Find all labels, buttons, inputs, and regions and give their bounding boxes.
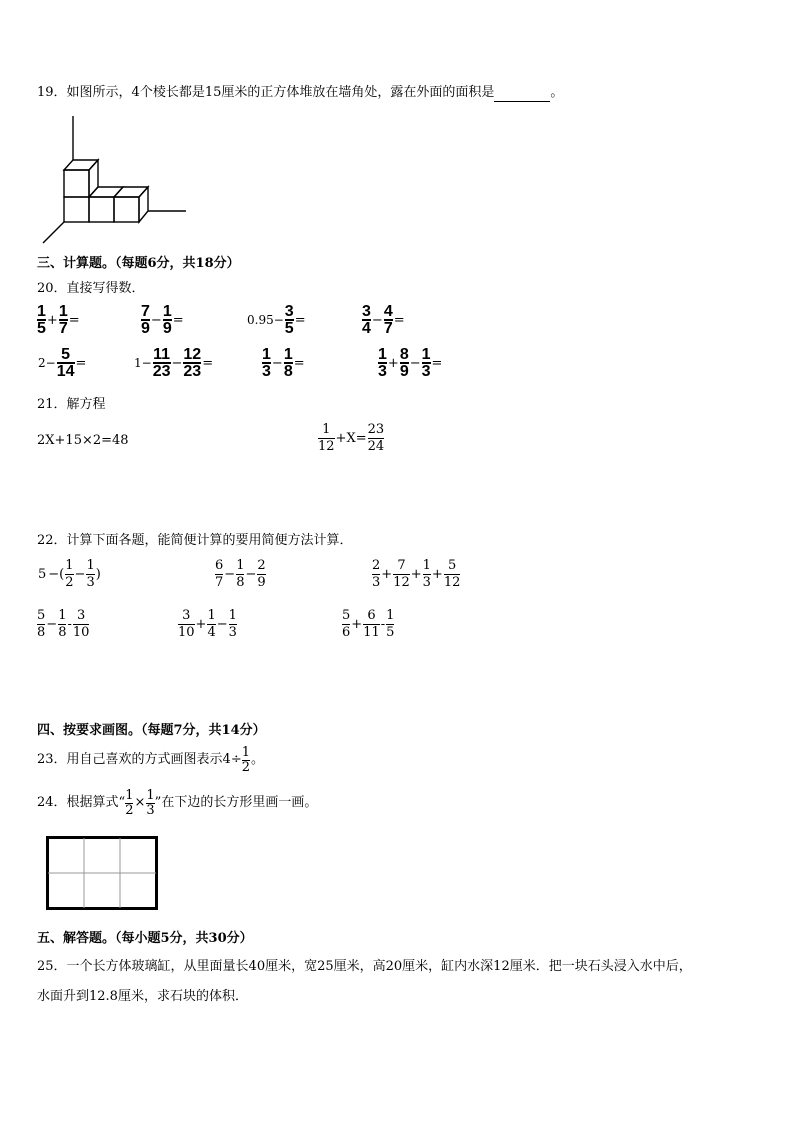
fraction: $\frac{5}{14}$ xyxy=(56,346,75,380)
fraction: $\frac{4}{7}$ xyxy=(383,303,393,337)
fraction: $\frac{1}{3}$ xyxy=(262,346,271,380)
fraction: $\frac{1}{2}$ xyxy=(241,745,250,775)
question-20-title: 20．直接写得数． xyxy=(37,281,145,296)
question-19 xyxy=(37,84,563,102)
q22-item-3: $\frac{2}{3}$ + $\frac{7}{12}$ + $\frac{1}{3}$ + $\frac{5}{12}$ xyxy=(372,558,461,590)
q20-item-6: 1− $\frac{11}{23}$ − $\frac{12}{23}$ = xyxy=(134,346,214,380)
question-text: 23．用自己喜欢的方式画图表示4÷ xyxy=(37,752,242,768)
fraction: $\frac{3}{5}$ xyxy=(284,303,294,337)
question-21-title: 21．解方程 xyxy=(37,397,106,412)
q22-item-5: $\frac{3}{10}$ + $\frac{1}{4}$ − $\frac{1}{3}$ xyxy=(178,608,237,640)
fraction: $\frac{2}{9}$ xyxy=(257,558,266,590)
fraction: $\frac{3}{10}$ xyxy=(72,608,90,640)
fraction: $\frac{2}{3}$ xyxy=(372,558,381,590)
cube-bottom-2 xyxy=(89,197,114,222)
question-22-title: 22．计算下面各题，能简便计算的要用简便方法计算． xyxy=(37,533,353,548)
floor-line-diagonal xyxy=(43,222,64,243)
fraction: $\frac{1}{9}$ xyxy=(162,303,172,337)
fraction: $\frac{1}{4}$ xyxy=(207,608,216,640)
q21-equation-2: $\frac{1}{12}$ +X= $\frac{23}{24}$ xyxy=(318,422,385,454)
fraction: $\frac{1}{3}$ xyxy=(86,558,95,590)
cube-top-front xyxy=(64,170,89,197)
fraction: $\frac{1}{2}$ xyxy=(125,788,134,818)
fraction: $\frac{5}{12}$ xyxy=(443,558,461,590)
drawing-rectangle[interactable] xyxy=(46,836,158,910)
fraction: $\frac{1}{3}$ xyxy=(421,346,431,380)
q20-item-3: 0.95− $\frac{3}{5}$ = xyxy=(247,303,306,337)
fraction: $\frac{1}{3}$ xyxy=(378,346,387,380)
q21-equation-1: 2X+15×2=48 xyxy=(37,433,129,448)
question-number: 19． xyxy=(37,85,67,100)
fraction: $\frac{7}{12}$ xyxy=(393,558,410,590)
fraction: $\frac{3}{4}$ xyxy=(362,303,371,337)
q20-item-1: $\frac{1}{5}$ + $\frac{1}{7}$ = xyxy=(37,303,80,337)
fraction: $\frac{6}{7}$ xyxy=(215,558,224,590)
section-4-heading: 四、按要求画图。（每题7分，共14分） xyxy=(37,723,266,738)
fraction: $\frac{1}{5}$ xyxy=(37,303,46,337)
fraction: $\frac{1}{8}$ xyxy=(58,608,67,640)
cube-bottom-1 xyxy=(64,197,89,222)
question-25-line-2: 水面升到12.8厘米，求石块的体积． xyxy=(37,989,248,1004)
fraction: $\frac{1}{8}$ xyxy=(236,558,245,590)
question-text: 24．根据算式“ xyxy=(37,795,126,811)
fraction: $\frac{8}{9}$ xyxy=(399,346,409,380)
answer-blank[interactable] xyxy=(494,87,550,102)
fraction: $\frac{11}{23}$ xyxy=(152,346,171,380)
cube-bottom-3 xyxy=(114,197,139,222)
cube-bottom-3-side xyxy=(139,187,148,222)
fraction: $\frac{1}{3}$ xyxy=(228,608,237,640)
fraction: $\frac{1}{5}$ xyxy=(386,608,395,640)
fraction: $\frac{12}{23}$ xyxy=(183,346,202,380)
fraction: $\frac{1}{7}$ xyxy=(58,303,68,337)
fraction: $\frac{1}{2}$ xyxy=(65,558,74,590)
fraction: $\frac{3}{10}$ xyxy=(178,608,195,640)
q22-item-4: $\frac{5}{8}$ − $\frac{1}{8}$ - $\frac{3}{10}$ xyxy=(37,608,90,640)
fraction: $\frac{1}{3}$ xyxy=(422,558,431,590)
q22-item-2: $\frac{6}{7}$ − $\frac{1}{8}$ − $\frac{2}{9}$ xyxy=(215,558,266,590)
fraction: $\frac{1}{12}$ xyxy=(318,422,335,454)
q20-item-7: $\frac{1}{3}$ − $\frac{1}{8}$ = xyxy=(262,346,305,380)
q20-item-5: 2− $\frac{5}{14}$ = xyxy=(38,346,87,380)
fraction: $\frac{1}{3}$ xyxy=(146,788,155,818)
question-24: 24．根据算式“ $\frac{1}{2}$ × $\frac{1}{3}$ ”在下边的长方形里画一画。 xyxy=(37,788,318,818)
fraction: $\frac{7}{9}$ xyxy=(141,303,150,337)
section-5-heading: 五、解答题。（每小题5分，共30分） xyxy=(37,931,253,946)
question-25-line-1: 25．一个长方体玻璃缸，从里面量长40厘米，宽25厘米，高20厘米，缸内水深12厘米．把一块石头浸入水中后， xyxy=(37,959,692,974)
fraction: $\frac{5}{8}$ xyxy=(37,608,46,640)
question-text-end: 。 xyxy=(550,85,564,100)
question-23: 23．用自己喜欢的方式画图表示4÷ $\frac{1}{2}$ 。 xyxy=(37,745,265,775)
q20-item-4: $\frac{3}{4}$ − $\frac{4}{7}$ = xyxy=(362,303,405,337)
section-3-heading: 三、计算题。（每题6分，共18分） xyxy=(37,256,240,271)
q20-item-2: $\frac{7}{9}$ − $\frac{1}{9}$ = xyxy=(141,303,184,337)
fraction: $\frac{1}{8}$ xyxy=(283,346,293,380)
cube-stack-figure xyxy=(38,113,190,247)
q20-item-8: $\frac{1}{3}$ + $\frac{8}{9}$ − $\frac{1}{3}$ = xyxy=(378,346,443,380)
fraction: $\frac{5}{6}$ xyxy=(342,608,351,640)
fraction: $\frac{23}{24}$ xyxy=(367,422,385,454)
fraction: $\frac{6}{11}$ xyxy=(363,608,380,640)
q22-item-1: 5 −( $\frac{1}{2}$ − $\frac{1}{3}$ ) xyxy=(38,558,101,590)
q22-item-6: $\frac{5}{6}$ + $\frac{6}{11}$ - $\frac{1}{5}$ xyxy=(342,608,395,640)
question-text: 如图所示，4个棱长都是15厘米的正方体堆放在墙角处，露在外面的面积是 xyxy=(66,85,495,100)
